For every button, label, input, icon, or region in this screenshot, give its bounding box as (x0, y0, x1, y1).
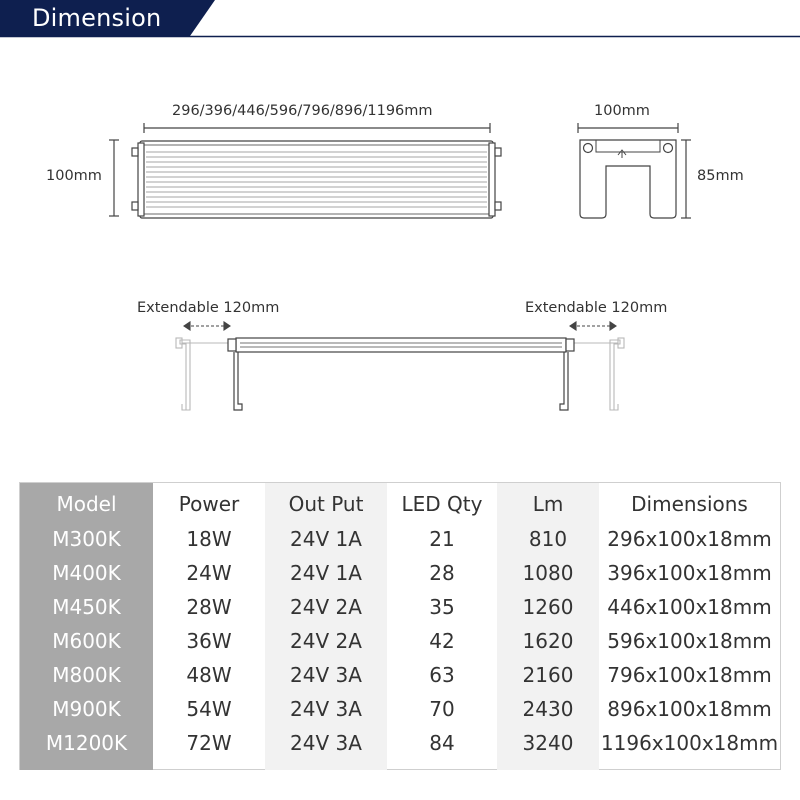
column-led-qty (387, 483, 497, 770)
extendable-drawing (176, 322, 624, 410)
extendable-right-label: Extendable 120mm (525, 300, 668, 316)
column-model (20, 483, 153, 770)
extend-arrow-left (184, 322, 230, 330)
table-cell-lumens: 3240 (522, 731, 574, 755)
column-header-output: Out Put (288, 492, 364, 516)
table-cell-model: M400K (52, 561, 121, 585)
table-cell-led-qty: 63 (429, 663, 455, 687)
column-header-dimensions: Dimensions (631, 492, 748, 516)
top-view-drawing (109, 123, 501, 218)
table-cell-power: 36W (186, 629, 232, 653)
table-cell-lumens: 810 (528, 527, 568, 551)
table-cell-power: 18W (186, 527, 232, 551)
table-cell-lumens: 2430 (522, 697, 574, 721)
table-cell-led-qty: 35 (429, 595, 455, 619)
table-cell-model: M450K (52, 595, 121, 619)
table-cell-led-qty: 21 (429, 527, 455, 551)
table-cell-output: 24V 2A (290, 595, 362, 619)
width-dimension-label: 100mm (594, 103, 650, 119)
table-cell-output: 24V 3A (290, 731, 362, 755)
table-cell-power: 48W (186, 663, 232, 687)
table-cell-output: 24V 3A (290, 663, 362, 687)
table-cell-lumens: 2160 (522, 663, 574, 687)
column-lumens (497, 483, 599, 770)
table-cell-lumens: 1080 (522, 561, 574, 585)
table-cell-dimensions: 596x100x18mm (607, 629, 772, 653)
table-cell-output: 24V 1A (290, 527, 362, 551)
table-cell-lumens: 1260 (522, 595, 574, 619)
spec-table (19, 482, 781, 770)
table-cell-model: M800K (52, 663, 121, 687)
table-cell-dimensions: 446x100x18mm (607, 595, 772, 619)
column-header-model: Model (56, 492, 117, 516)
extendable-left-label: Extendable 120mm (137, 300, 280, 316)
page-title: Dimension (32, 4, 162, 32)
table-cell-dimensions: 896x100x18mm (607, 697, 772, 721)
table-cell-model: M300K (52, 527, 121, 551)
height-dimension-label: 100mm (46, 168, 102, 184)
side-view-drawing (578, 123, 691, 218)
table-cell-lumens: 1620 (522, 629, 574, 653)
heat-sink-fins (146, 152, 487, 207)
table-cell-power: 54W (186, 697, 232, 721)
light-bar-front (228, 338, 574, 410)
column-header-led-qty: LED Qty (401, 492, 483, 516)
profile-height-label: 85mm (697, 168, 744, 184)
table-cell-power: 72W (186, 731, 232, 755)
table-cell-dimensions: 1196x100x18mm (600, 731, 779, 755)
table-cell-led-qty: 70 (429, 697, 455, 721)
extend-arrow-right (570, 322, 616, 330)
table-cell-output: 24V 3A (290, 697, 362, 721)
table-cell-dimensions: 796x100x18mm (607, 663, 772, 687)
column-header-power: Power (178, 492, 240, 516)
table-cell-led-qty: 84 (429, 731, 455, 755)
column-header-lumens: Lm (532, 492, 564, 516)
table-cell-dimensions: 396x100x18mm (607, 561, 772, 585)
length-dimension-label: 296/396/446/596/796/896/1196mm (172, 103, 433, 119)
table-cell-model: M900K (52, 697, 121, 721)
table-cell-model: M1200K (45, 731, 128, 755)
extended-leg-ghosts (176, 338, 624, 410)
table-cell-output: 24V 2A (290, 629, 362, 653)
table-cell-led-qty: 28 (429, 561, 455, 585)
table-cell-output: 24V 1A (290, 561, 362, 585)
table-cell-model: M600K (52, 629, 121, 653)
table-cell-dimensions: 296x100x18mm (607, 527, 772, 551)
table-cell-led-qty: 42 (429, 629, 455, 653)
column-power (153, 483, 265, 770)
table-cell-power: 28W (186, 595, 232, 619)
column-output (265, 483, 387, 770)
column-dimensions (599, 483, 780, 770)
table-cell-power: 24W (186, 561, 232, 585)
